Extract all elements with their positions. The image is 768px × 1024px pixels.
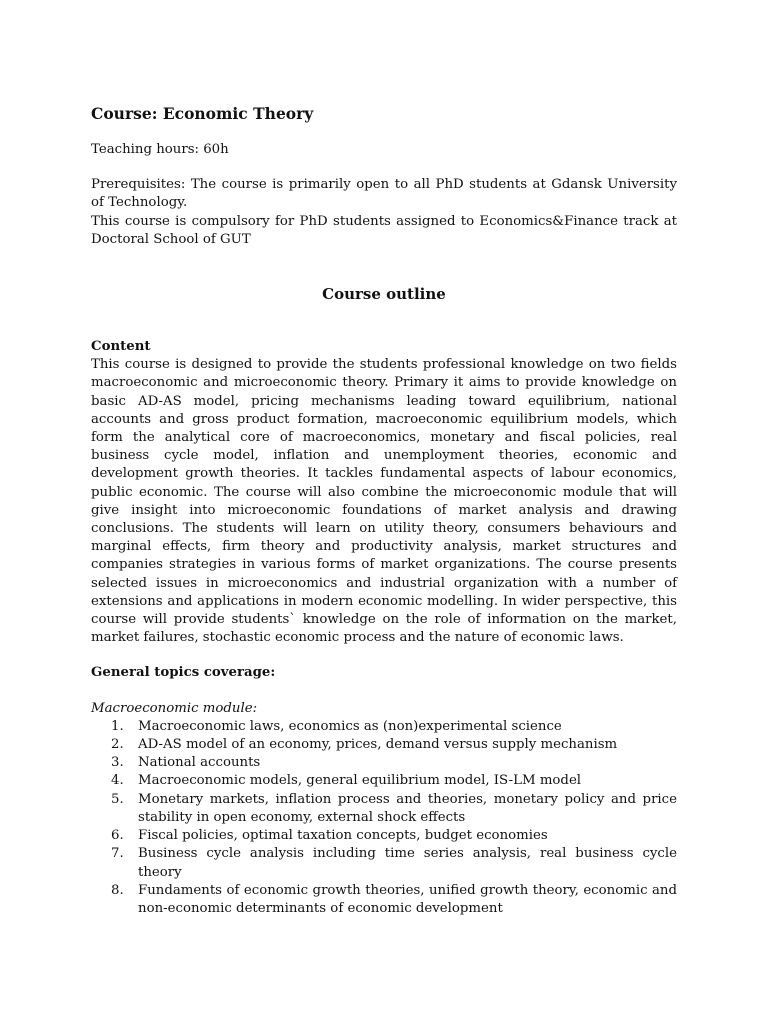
list-item	[91, 736, 677, 754]
list-item-text: Fiscal policies, optimal taxation concepts, budget economies	[138, 828, 548, 844]
list-item-text: Macroeconomic laws, economics as (non)experimental science	[138, 718, 562, 734]
list-item-text: Fundaments of economic growth theories, unified growth theory, economic and non-economic determinants of economic development	[138, 882, 677, 916]
list-item-number: 7.	[111, 846, 124, 862]
list-item	[91, 754, 677, 772]
topics-list	[91, 718, 677, 918]
content-paragraph: This course is designed to provide the students professional knowledge on two fields macroeconomic and microeconomic theory. Primary it aims to provide knowledge on basic AD-AS model, pricing mechanisms leading toward equilibrium, national accounts and gross product formation, macroeconomic equilibrium models, which form the analytical core of macroeconomics, monetary and fiscal policies, real business cycle model, inflation and unemployment theories, economic and development growth theories. It tackles fundamental aspects of labour economics, public economic. The course will also combine the microeconomic module that will give insight into microeconomic foundations of market analysis and drawing conclusions. The students will learn on utility theory, consumers behaviours and marginal effects, firm theory and productivity analysis, market structures and companies strategies in various forms of market organizations. The course presents selected issues in microeconomics and industrial organization with a number of extensions and applications in modern economic modelling. In wider perspective, this course will provide students` knowledge on the role of information on the market, market failures, stochastic economic process and the nature of economic laws.	[91, 357, 677, 646]
list-item-text: Business cycle analysis including time series analysis, real business cycle theory	[138, 846, 677, 880]
list-item-number: 8.	[111, 882, 124, 898]
course-outline-heading: Course outline	[322, 285, 446, 304]
content-heading: Content	[91, 339, 151, 355]
list-item-number: 5.	[111, 791, 124, 807]
list-item	[91, 791, 677, 827]
list-item-number: 1.	[111, 718, 124, 734]
list-item-number: 6.	[111, 828, 124, 844]
list-item-number: 3.	[111, 755, 124, 771]
list-item-text: AD-AS model of an economy, prices, demand versus supply mechanism	[138, 737, 618, 753]
module-label: Macroeconomic module:	[91, 700, 258, 716]
list-item	[91, 845, 677, 881]
list-item-number: 2.	[111, 737, 124, 753]
list-item	[91, 718, 677, 736]
list-item-text: National accounts	[138, 755, 261, 771]
list-item	[91, 882, 677, 918]
compulsory-text: This course is compulsory for PhD students assigned to Economics&Finance track at Doctoral School of GUT	[91, 213, 677, 247]
list-item	[91, 827, 677, 845]
list-item-text: Monetary markets, inflation process and theories, monetary policy and price stability in open economy, external shock effects	[138, 791, 677, 825]
course-title: Course: Economic Theory	[91, 104, 314, 123]
list-item	[91, 772, 677, 790]
list-item-text: Macroeconomic models, general equilibrium model, IS-LM model	[138, 773, 582, 789]
topics-heading: General topics coverage:	[91, 665, 276, 681]
list-item-number: 4.	[111, 773, 124, 789]
teaching-hours: Teaching hours: 60h	[91, 142, 229, 157]
prerequisites-text: Prerequisites: The course is primarily open to all PhD students at Gdansk University of Technology.	[91, 177, 677, 211]
